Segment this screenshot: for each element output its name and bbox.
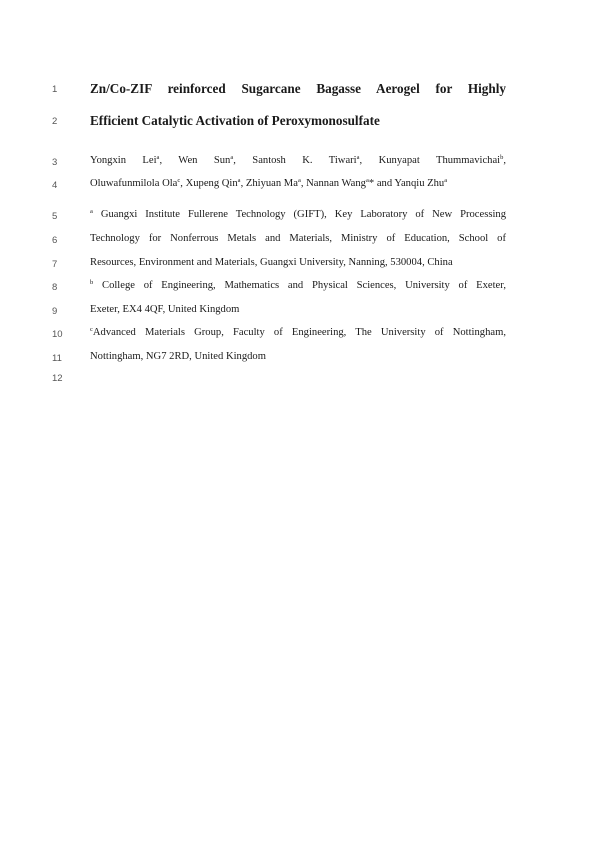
corresponding-author-mark: * <box>368 178 375 189</box>
line-number: 2 <box>52 116 58 127</box>
author-name: Oluwafunmilola Ola <box>90 178 178 189</box>
affiliation-b-line-2: Exeter, EX4 4QF, United Kingdom <box>90 304 240 315</box>
line-number: 7 <box>52 259 58 270</box>
author-list-line-2 <box>90 177 506 191</box>
affiliation-a-line-3: Resources, Environment and Materials, Guangxi University, Nanning, 530004, China <box>90 257 453 268</box>
author-name: Nannan Wang <box>306 178 366 189</box>
author-affiliation-mark: c <box>177 177 181 184</box>
line-number: 1 <box>52 84 58 95</box>
author-affiliation-mark: a <box>156 154 160 161</box>
author-name: Zhiyuan Ma <box>245 178 298 189</box>
author-affiliation-mark: b <box>500 154 504 161</box>
line-number: 3 <box>52 157 58 168</box>
author-affiliation-mark: a <box>297 177 301 184</box>
author-separator: , <box>359 155 379 166</box>
author-name: Yanqiu Zhu <box>394 178 445 189</box>
affiliation-mark: c <box>90 326 93 333</box>
author-affiliation-mark: a <box>356 154 360 161</box>
author-separator: , <box>159 155 179 166</box>
author-name: Kunyapat Thummavichai <box>378 155 501 166</box>
affiliation-a-line-2: Technology for Nonferrous Metals and Materials, Ministry of Education, School of <box>90 233 506 244</box>
author-separator: , <box>503 155 507 166</box>
line-number: 12 <box>52 373 63 384</box>
author-name: Yongxin Lei <box>90 155 157 166</box>
affiliation-mark: b <box>90 279 94 286</box>
affiliation-b-line-1 <box>90 279 506 293</box>
author-list-line-1 <box>90 154 506 168</box>
affiliation-mark: a <box>90 208 93 215</box>
author-affiliation-mark: a <box>237 177 241 184</box>
affiliation-text: Guangxi Institute Fullerene Technology (GIFT), Key Laboratory of New Processing <box>100 209 506 220</box>
author-name: Wen Sun <box>178 155 231 166</box>
affiliation-c-line-2: Nottingham, NG7 2RD, United Kingdom <box>90 351 266 362</box>
author-separator: , <box>180 178 186 189</box>
affiliation-text: College of Engineering, Mathematics and Physical Sciences, University of Exeter, <box>102 280 506 291</box>
author-affiliation-mark: a <box>230 154 234 161</box>
author-separator: , <box>240 178 246 189</box>
paper-title-line-1: Zn/Co-ZIF reinforced Sugarcane Bagasse Aerogel for Highly <box>90 81 506 96</box>
line-number: 5 <box>52 211 58 222</box>
author-name: Xupeng Qin <box>185 178 238 189</box>
affiliation-text: Advanced Materials Group, Faculty of Engineering, The University of Nottingham, <box>92 327 506 338</box>
author-separator: and <box>374 178 395 189</box>
line-number: 9 <box>52 306 58 317</box>
author-name: Santosh K. Tiwari <box>252 155 357 166</box>
line-number: 10 <box>52 329 63 340</box>
paper-title-line-2: Efficient Catalytic Activation of Peroxymonosulfate <box>90 113 380 128</box>
author-affiliation-mark: a <box>444 177 448 184</box>
author-separator: , <box>300 178 307 189</box>
affiliation-c-line-1 <box>90 326 506 340</box>
line-number: 6 <box>52 235 58 246</box>
line-number: 8 <box>52 282 58 293</box>
author-affiliation-mark: a <box>365 177 369 184</box>
affiliation-a-line-1 <box>90 208 506 222</box>
line-number: 4 <box>52 180 58 191</box>
line-number: 11 <box>52 353 62 364</box>
author-separator: , <box>233 155 253 166</box>
